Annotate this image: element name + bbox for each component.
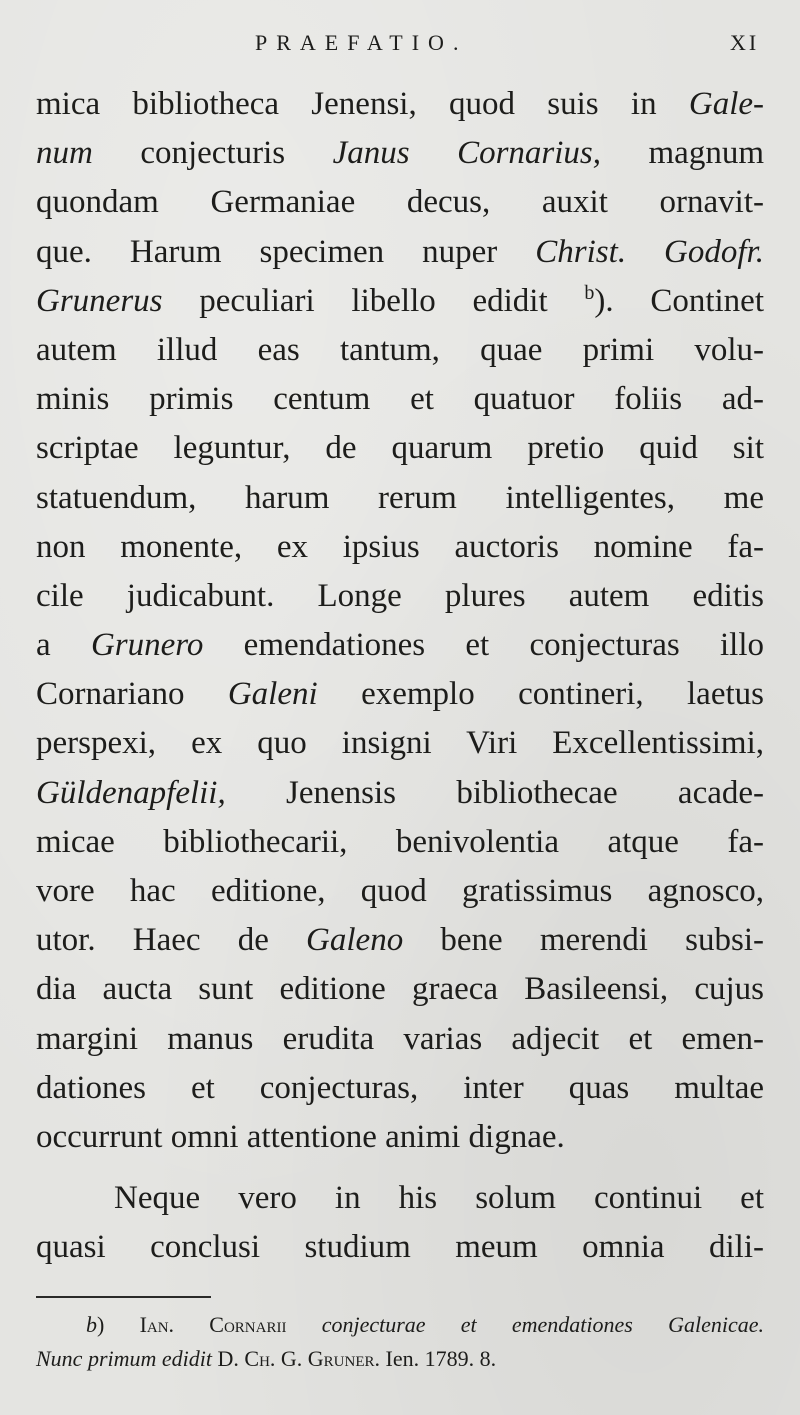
- text-line: [36, 277, 764, 326]
- text-run: emendationes et conjecturas illo: [203, 627, 765, 664]
- italic-text: Janus Cornarius,: [332, 135, 602, 172]
- footnote-marker: b: [584, 281, 595, 304]
- page-number: XI: [730, 30, 760, 55]
- text-line: [36, 1064, 764, 1113]
- italic-text: Grunerus: [36, 282, 163, 319]
- text-line: [36, 129, 764, 178]
- italic-text: Galeno: [306, 922, 404, 959]
- text-run: ). Continet: [594, 282, 764, 319]
- text-run: autem illud eas tantum, quae primi volu-: [36, 331, 764, 368]
- text-line: [36, 818, 764, 867]
- italic-text: conjecturae et emendationes Galenicae.: [321, 1312, 764, 1337]
- footnote: [36, 1308, 764, 1376]
- text-run: Neque vero in his solum continui et: [114, 1180, 764, 1217]
- text-run: quondam Germaniae decus, auxit ornavit-: [36, 184, 764, 221]
- italic-text: Grunero: [90, 627, 204, 664]
- text-run: Ien. 1789. 8.: [380, 1346, 497, 1371]
- text-line: [36, 523, 764, 572]
- text-line: [36, 228, 764, 277]
- text-line: [36, 80, 764, 129]
- text-line: [36, 1174, 764, 1223]
- text-run: conjecturis: [92, 135, 333, 172]
- footnote-rule: [36, 1296, 211, 1298]
- text-line: [36, 1223, 764, 1272]
- text-run: scriptae leguntur, de quarum pretio quid sit: [36, 430, 764, 467]
- text-run: a: [36, 627, 91, 664]
- text-run: D.: [212, 1346, 245, 1371]
- text-line: [36, 719, 764, 768]
- text-run: dia aucta sunt editione graeca Basileensi, cujus: [36, 971, 764, 1008]
- text-line: [36, 670, 764, 719]
- text-line: [36, 1113, 764, 1162]
- italic-text: Galeni: [227, 676, 318, 713]
- text-run: micae bibliothecarii, benivolentia atque fa-: [36, 823, 764, 860]
- text-run: bene merendi subsi-: [403, 922, 764, 959]
- text-line: [36, 572, 764, 621]
- body-text: [36, 80, 764, 1273]
- text-run: non monente, ex ipsius auctoris nomine fa-: [36, 528, 764, 565]
- text-run: utor. Haec de: [36, 922, 307, 959]
- text-run: Cornariano: [36, 676, 228, 713]
- text-run: statuendum, harum rerum intelligentes, me: [36, 479, 764, 516]
- text-run: Jenensis bibliothecae acade-: [225, 774, 764, 811]
- text-line: [36, 326, 764, 375]
- page-header: [0, 30, 800, 60]
- text-run: minis primis centum et quatuor foliis ad-: [36, 381, 764, 418]
- small-caps-text: Ch. G. Gruner.: [244, 1346, 381, 1371]
- running-head: PRAEFATIO.: [255, 30, 468, 55]
- italic-text: Nunc primum edidit: [36, 1346, 212, 1371]
- text-line: [36, 965, 764, 1014]
- small-caps-text: Ian. Cornarii: [139, 1312, 287, 1337]
- text-run: mica bibliotheca Jenensi, quod suis in: [36, 86, 689, 122]
- text-line: [36, 178, 764, 227]
- italic-text: Güldenapfelii,: [36, 774, 226, 811]
- italic-text: Christ. Godofr.: [535, 233, 764, 270]
- text-line: [36, 769, 764, 818]
- text-run: magnum: [601, 135, 764, 172]
- text-line: [36, 621, 764, 670]
- text-run: cile judicabunt. Longe plures autem editis: [36, 577, 764, 614]
- footnote-line: [36, 1308, 764, 1342]
- text-line: [36, 424, 764, 473]
- italic-text: b: [86, 1312, 97, 1337]
- italic-text: Gale-: [688, 86, 764, 122]
- text-line: [36, 375, 764, 424]
- text-line: [36, 474, 764, 523]
- text-run: peculiari libello edidit: [162, 282, 585, 319]
- text-run: exemplo contineri, laetus: [317, 676, 764, 713]
- text-run: que. Harum specimen nuper: [36, 233, 536, 270]
- text-run: occurrunt omni attentione animi dignae.: [36, 1118, 565, 1155]
- text-run: dationes et conjecturas, inter quas multae: [36, 1069, 764, 1106]
- footnote-line: [36, 1342, 764, 1376]
- text-line: [36, 1015, 764, 1064]
- text-line: [36, 916, 764, 965]
- text-run: [286, 1312, 321, 1337]
- text-run: ): [97, 1312, 140, 1337]
- text-line: [36, 867, 764, 916]
- italic-text: num: [36, 135, 93, 172]
- text-run: vore hac editione, quod gratissimus agnosco,: [36, 873, 764, 909]
- text-run: quasi conclusi studium meum omnia dili-: [36, 1229, 764, 1266]
- text-run: perspexi, ex quo insigni Viri Excellentissimi,: [36, 725, 764, 762]
- text-run: margini manus erudita varias adjecit et emen-: [36, 1020, 764, 1057]
